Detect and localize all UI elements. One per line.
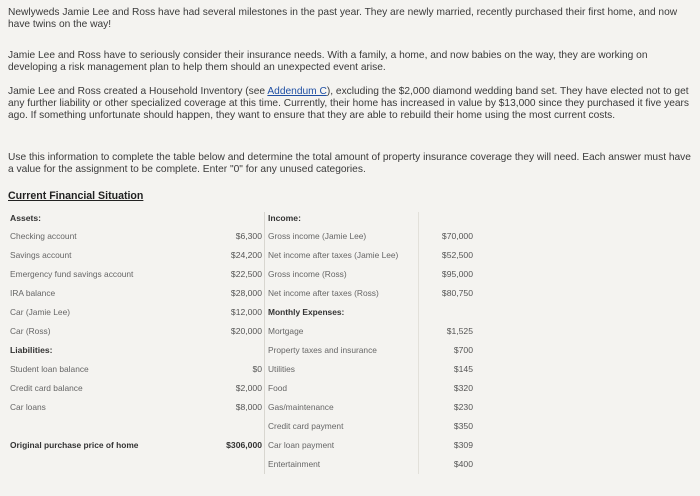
- original-price-label: Original purchase price of home: [10, 440, 139, 450]
- liability-label: Car loans: [10, 402, 46, 412]
- asset-value: $22,500: [230, 269, 262, 279]
- expense-value: $1,525: [446, 326, 473, 336]
- asset-value: $24,200: [230, 250, 262, 260]
- p3-text-after: ), excluding the $2,000 diamond wedding band set. They have elected not to get any further liability or other specialized coverage at this time. Currently, their home has increased in value by $13,000 since they purchased it five years ago. If something unfortunate should happen, they want to ensure that they are able to rebuild their home using the most current costs.: [8, 86, 690, 122]
- expense-label: Entertainment: [268, 459, 321, 469]
- asset-value: $12,000: [230, 307, 262, 317]
- column-divider: [264, 212, 265, 474]
- expense-label: Utilities: [268, 364, 295, 374]
- p3-text-before: Jamie Lee and Ross created a Household Inventory (see: [8, 86, 268, 97]
- asset-label: Car (Ross): [10, 326, 51, 336]
- income-value: $52,500: [441, 250, 473, 260]
- income-value: $80,750: [441, 288, 473, 298]
- liability-value: $2,000: [235, 383, 262, 393]
- expense-value: $400: [453, 459, 473, 469]
- income-label: Gross income (Jamie Lee): [268, 231, 367, 241]
- income-value: $70,000: [441, 231, 473, 241]
- liabilities-header: Liabilities:: [10, 345, 53, 355]
- expense-label: Gas/maintenance: [268, 402, 334, 412]
- income-label: Net income after taxes (Ross): [268, 288, 379, 298]
- expense-value: $350: [453, 421, 473, 431]
- intro-paragraph-1: Newlyweds Jamie Lee and Ross have had several milestones in the past year. They are newly married, recently purchased their first home, and now have twins on the way!: [8, 7, 678, 31]
- liability-value: $0: [252, 364, 262, 374]
- expense-label: Property taxes and insurance: [268, 345, 377, 355]
- expense-value: $309: [453, 440, 473, 450]
- assets-header: Assets:: [10, 213, 42, 223]
- income-label: Gross income (Ross): [268, 269, 347, 279]
- liability-label: Student loan balance: [10, 364, 89, 374]
- expense-label: Car loan payment: [268, 440, 335, 450]
- instructions-paragraph: Use this information to complete the table below and determine the total amount of property insurance coverage they will need. Each answer must have a value for the assignment to be complete. Enter "0" for any unused categories.: [8, 152, 691, 176]
- expense-label: Food: [268, 383, 288, 393]
- expense-value: $700: [453, 345, 473, 355]
- financial-situation-title: Current Financial Situation: [8, 190, 144, 202]
- asset-label: Emergency fund savings account: [10, 269, 134, 279]
- expense-value: $320: [453, 383, 473, 393]
- addendum-c-link[interactable]: Addendum C: [267, 86, 327, 97]
- asset-value: $20,000: [230, 326, 262, 336]
- monthly-expenses-header: Monthly Expenses:: [268, 307, 345, 317]
- income-header: Income:: [268, 213, 301, 223]
- income-label: Net income after taxes (Jamie Lee): [268, 250, 399, 260]
- asset-label: Car (Jamie Lee): [10, 307, 71, 317]
- liability-value: $8,000: [235, 402, 262, 412]
- intro-paragraph-3: [8, 86, 692, 123]
- expense-label: Credit card payment: [268, 421, 344, 431]
- expense-label: Mortgage: [268, 326, 304, 336]
- asset-label: Checking account: [10, 231, 77, 241]
- liability-label: Credit card balance: [10, 383, 83, 393]
- asset-value: $6,300: [235, 231, 262, 241]
- income-value: $95,000: [441, 269, 473, 279]
- asset-label: Savings account: [10, 250, 72, 260]
- asset-label: IRA balance: [10, 288, 56, 298]
- original-price-value: $306,000: [226, 440, 262, 450]
- asset-value: $28,000: [230, 288, 262, 298]
- expense-value: $230: [453, 402, 473, 412]
- intro-paragraph-2: Jamie Lee and Ross have to seriously consider their insurance needs. With a family, a home, and now babies on the way, they are working on developing a risk management plan to help them should an unexpected event arise.: [8, 50, 648, 74]
- expense-value: $145: [453, 364, 473, 374]
